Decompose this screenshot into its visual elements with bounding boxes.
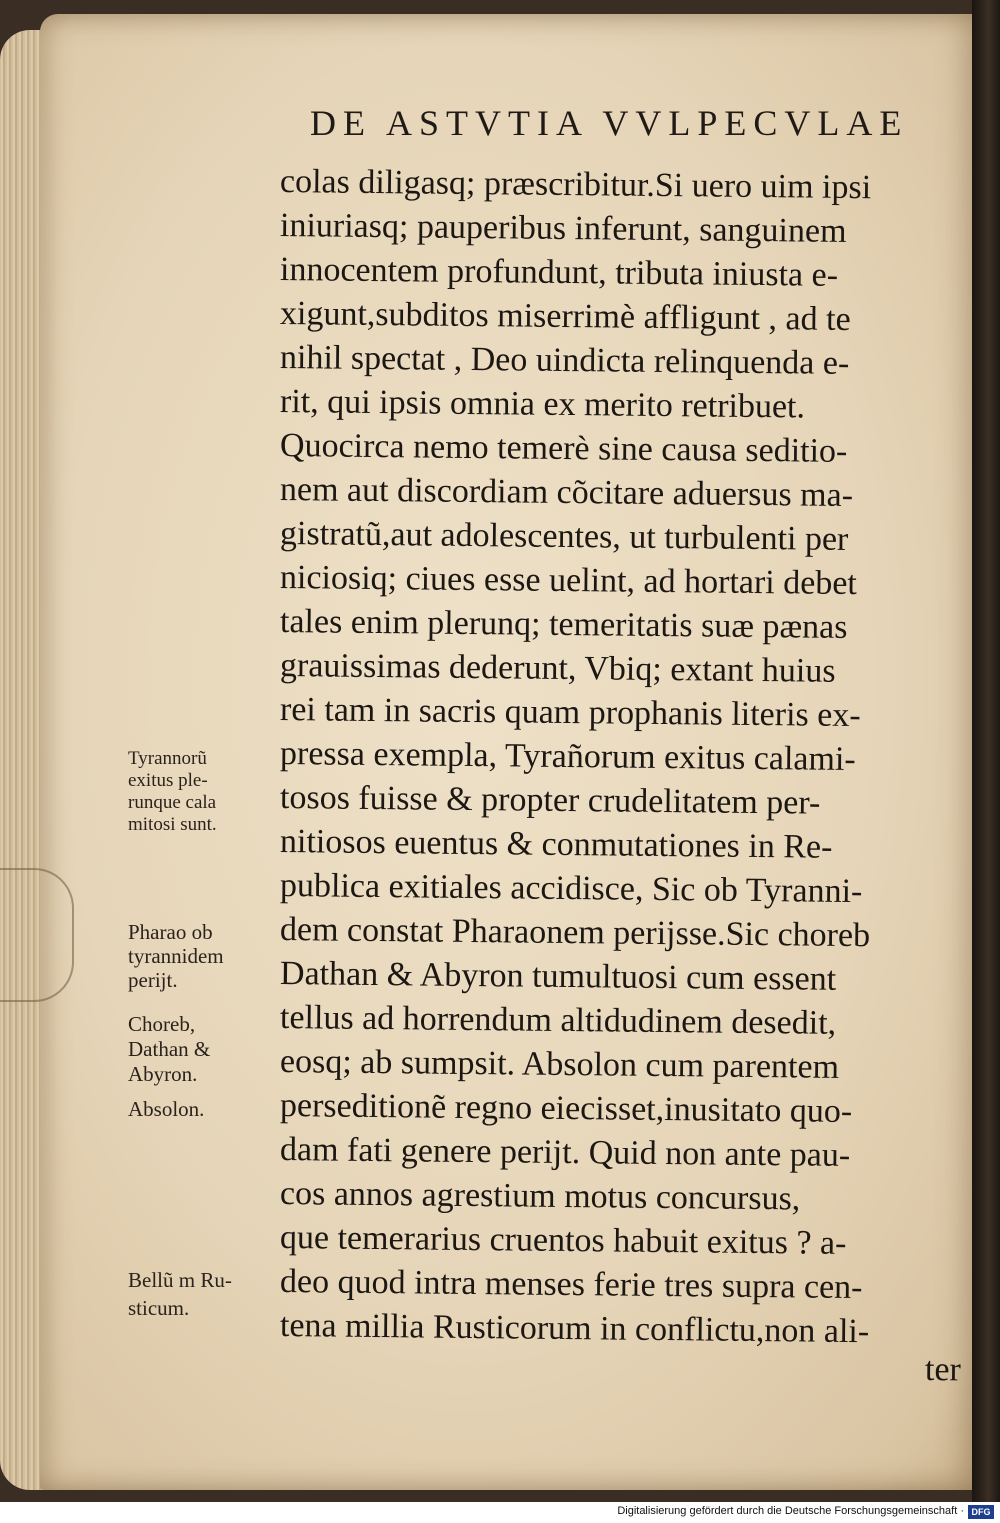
- text-line: dem constat Pharaonem perijsse.Sic choreb: [279, 911, 871, 955]
- text-line: tosos fuisse & propter crudelitatem per-: [279, 779, 821, 822]
- marginal-note-bellum: [128, 1266, 278, 1322]
- note-line: exitus ple-: [128, 770, 208, 791]
- text-line: eosq; ab sumpsit. Absolon cum parentem: [279, 1043, 840, 1086]
- text-line: colas diligasq; præscribitur.Si uero uim ipsi: [279, 163, 872, 207]
- text-line: iniuriasq; pauperibus inferunt, sanguinem: [279, 207, 847, 250]
- text-line: deo quod intra menses ferie tres supra cen-: [279, 1263, 863, 1307]
- note-line: Abyron.: [128, 1062, 198, 1086]
- marginal-note-tyranny: [128, 748, 278, 836]
- running-title: DE ASTVTIA VVLPECVLAE: [310, 103, 909, 143]
- text-line: tellus ad horrendum altidudinem desedit,: [279, 999, 837, 1042]
- marginal-note-pharao: [128, 920, 278, 992]
- footer-bar: [0, 1502, 1000, 1523]
- text-line: dam fati genere perijt. Quid non ante pau-: [279, 1131, 851, 1174]
- note-line: Choreb,: [128, 1012, 196, 1036]
- text-line: Dathan & Abyron tumultuosi cum essent: [279, 955, 837, 998]
- note-line: runque cala: [128, 792, 217, 813]
- catchword: ter: [924, 1351, 962, 1389]
- note-line: Dathan &: [128, 1037, 211, 1061]
- text-line: nihil spectat , Deo uindicta relinquenda e-: [279, 339, 850, 382]
- text-line: nem aut discordiam cõcitare aduersus ma-: [279, 471, 854, 514]
- text-line: tales enim plerunq; temeritatis suæ pænas: [279, 603, 848, 646]
- text-line: innocentem profundunt, tributa iniusta e-: [279, 251, 839, 294]
- text-line: que temerarius cruentos habuit exitus ? a-: [279, 1219, 847, 1262]
- text-line: rit, qui ipsis omnia ex merito retribuet.: [279, 383, 806, 426]
- text-line: niciosiq; ciues esse uelint, ad hortari debet: [279, 559, 858, 603]
- text-line: gistratũ,aut adolescentes, ut turbulenti per: [279, 515, 849, 558]
- note-line: Absolon.: [128, 1097, 205, 1121]
- funding-credit: Digitalisierung gefördert durch die Deutsche Forschungsgemeinschaft ·: [617, 1505, 964, 1517]
- text-line: perseditionẽ regno eiecisset,inusitato quo-: [279, 1087, 853, 1130]
- note-line: mitosi sunt.: [128, 814, 217, 835]
- text-line: cos annos agrestium motus concursus,: [279, 1175, 801, 1218]
- note-line: Pharao ob: [128, 920, 213, 944]
- text-line: publica exitiales accidisce, Sic ob Tyranni-: [279, 867, 863, 911]
- note-line: Tyrannorũ: [128, 748, 207, 769]
- note-line: Bellũ m Ru-: [128, 1268, 232, 1292]
- marginal-note-absolon: [128, 1098, 278, 1120]
- note-line: sticum.: [128, 1296, 190, 1320]
- text-line: xigunt,subditos miserrimè affligunt , ad te: [279, 295, 851, 338]
- marginal-note-choreb: [128, 1012, 278, 1087]
- text-line: nitiosos euentus & conmutationes in Re-: [279, 823, 833, 866]
- text-line: Quocirca nemo temerè sine causa seditio-: [279, 427, 848, 470]
- note-line: perijt.: [128, 968, 178, 992]
- dfg-logo: DFG: [968, 1505, 994, 1519]
- text-line: rei tam in sacris quam prophanis literis ex-: [279, 691, 861, 735]
- clip-mark: [0, 868, 74, 1002]
- text-line: pressa exempla, Tyrañorum exitus calami-: [279, 735, 856, 779]
- note-line: tyrannidem: [128, 944, 224, 968]
- text-line: grauissimas dederunt, Vbiq; extant huius: [279, 647, 836, 690]
- text-line: tena millia Rusticorum in conflictu,non ali-: [279, 1307, 870, 1351]
